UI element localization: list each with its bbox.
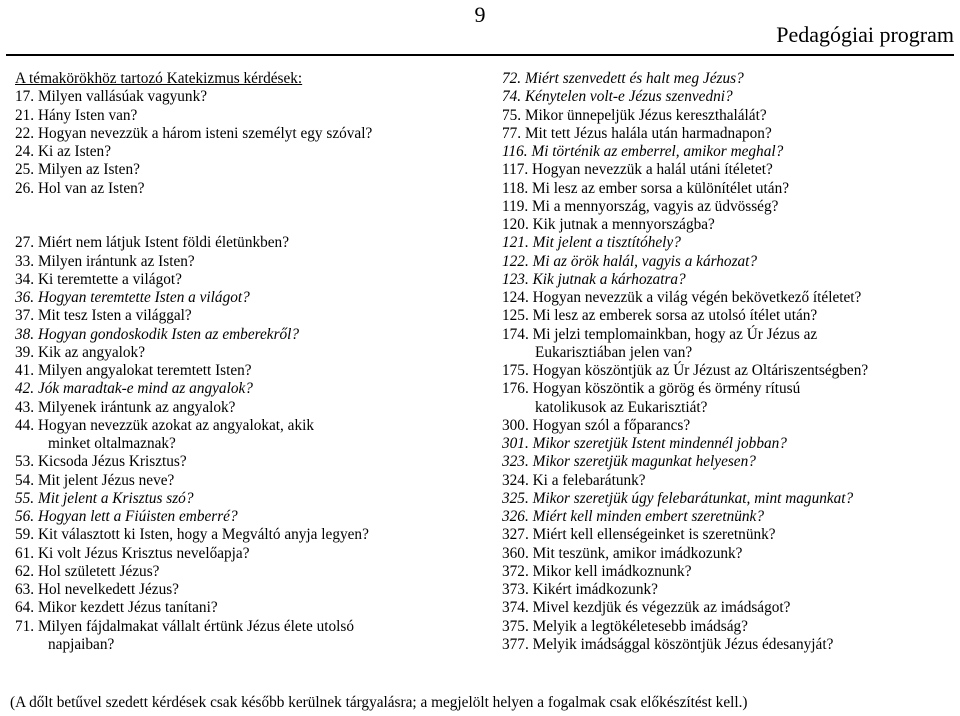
- section-heading: A témakörökhöz tartozó Katekizmus kérdések:: [15, 70, 303, 87]
- question-item: 26. Hol van az Isten?: [15, 179, 145, 197]
- question-item: 116. Mi történik az emberrel, amikor meghal?: [502, 143, 784, 160]
- question-item: 27. Miért nem látjuk Istent földi életünkben?: [15, 234, 289, 252]
- question-item: 125. Mi lesz az emberek sorsa az utolsó ítélet után?: [502, 307, 818, 325]
- question-item: 374. Mivel kezdjük és végezzük az imádságot?: [502, 599, 791, 617]
- question-item: 323. Mikor szeretjük magunkat helyesen?: [502, 453, 756, 471]
- question-item: 24. Ki az Isten?: [15, 143, 111, 160]
- question-item: 75. Mikor ünnepeljük Jézus kereszthalálát?: [502, 106, 767, 124]
- question-item: 372. Mikor kell imádkoznunk?: [502, 562, 692, 580]
- question-item: 377. Melyik imádsággal köszöntjük Jézus édesanyját?: [502, 635, 834, 653]
- header-title: Pedagógiai program: [776, 22, 954, 47]
- question-item: 17. Milyen vallásúak vagyunk?: [15, 88, 208, 106]
- question-item: 34. Ki teremtette a világot?: [15, 270, 182, 288]
- question-item: 121. Mit jelent a tisztítóhely?: [502, 234, 681, 252]
- question-item: 56. Hogyan lett a Fiúisten emberré?: [15, 508, 238, 525]
- question-item: 325. Mikor szeretjük úgy felebarátunkat, mint magunkat?: [502, 489, 854, 507]
- question-item: 119. Mi a mennyország, vagyis az üdvösség?: [502, 197, 779, 215]
- question-item: 21. Hány Isten van?: [15, 106, 138, 124]
- question-item: 124. Hogyan nevezzük a világ végén bekövetkező ítéletet?: [502, 289, 862, 306]
- question-item: 33. Milyen irántunk az Isten?: [15, 252, 195, 270]
- question-item: 77. Mit tett Jézus halála után harmadnapon?: [502, 124, 772, 142]
- question-item: 55. Mit jelent a Krisztus szó?: [15, 489, 194, 507]
- question-item: 301. Mikor szeretjük Istent mindennél jobban?: [502, 435, 787, 452]
- blank-line: [15, 198, 485, 216]
- question-item: 36. Hogyan teremtette Isten a világot?: [15, 289, 250, 306]
- question-item: 53. Kicsoda Jézus Krisztus?: [15, 453, 187, 471]
- question-item: 42. Jók maradtak-e mind az angyalok?: [15, 380, 253, 398]
- question-item: 118. Mi lesz az ember sorsa a különítélet után?: [502, 179, 790, 197]
- question-item: 176. Hogyan köszöntik a görög és örmény rítusú: [502, 380, 801, 398]
- question-item: 71. Milyen fájdalmakat vállalt értünk Jézus élete utolsó: [15, 617, 354, 635]
- left-question-list: [15, 88, 485, 654]
- question-item: 44. Hogyan nevezzük azokat az angyalokat, akik: [15, 416, 315, 434]
- right-question-list: [502, 70, 957, 654]
- question-item: 74. Kénytelen volt-e Jézus szenvedni?: [502, 88, 733, 106]
- blank-line: [15, 216, 485, 234]
- question-item: 61. Ki volt Jézus Krisztus nevelőapja?: [15, 544, 250, 562]
- question-item: 38. Hogyan gondoskodik Isten az emberekről?: [15, 325, 300, 343]
- right-question-column: [502, 70, 957, 654]
- question-item: 373. Kikért imádkozunk?: [502, 581, 658, 598]
- question-item: 59. Kit választott ki Isten, hogy a Megváltó anyja legyen?: [15, 526, 369, 544]
- question-item: 41. Milyen angyalokat teremtett Isten?: [15, 362, 252, 379]
- question-item: 174. Mi jelzi templomainkban, hogy az Úr Jézus az: [502, 325, 818, 343]
- question-continuation: minket oltalmaznak?: [48, 435, 176, 452]
- question-item: 43. Milyenek irántunk az angyalok?: [15, 398, 236, 416]
- question-item: 72. Miért szenvedett és halt meg Jézus?: [502, 70, 744, 87]
- footnote: (A dőlt betűvel szedett kérdések csak később kerülnek tárgyalásra; a megjelölt helyen a fogalmak csak előkészítést kell.): [10, 694, 748, 711]
- page-number: 9: [474, 2, 486, 27]
- question-item: 375. Melyik a legtökéletesebb imádság?: [502, 617, 748, 635]
- question-item: 62. Hol született Jézus?: [15, 562, 160, 580]
- question-item: 120. Kik jutnak a mennyországba?: [502, 216, 715, 233]
- question-item: 63. Hol nevelkedett Jézus?: [15, 581, 179, 598]
- question-item: 300. Hogyan szól a főparancs?: [502, 416, 691, 434]
- question-item: 117. Hogyan nevezzük a halál utáni ítéletet?: [502, 161, 773, 179]
- question-item: 25. Milyen az Isten?: [15, 161, 140, 179]
- question-item: 326. Miért kell minden embert szeretnünk?: [502, 508, 764, 525]
- question-item: 122. Mi az örök halál, vagyis a kárhozat?: [502, 252, 758, 270]
- question-item: 123. Kik jutnak a kárhozatra?: [502, 270, 686, 288]
- question-item: 360. Mit teszünk, amikor imádkozunk?: [502, 544, 743, 562]
- question-item: 327. Miért kell ellenségeinket is szeretnünk?: [502, 526, 776, 544]
- question-continuation: katolikusok az Eukarisztiát?: [535, 398, 708, 416]
- question-item: 64. Mikor kezdett Jézus tanítani?: [15, 599, 218, 617]
- left-question-column: [15, 70, 485, 654]
- question-continuation: Eukarisztiában jelen van?: [535, 343, 693, 361]
- question-continuation: napjaiban?: [48, 635, 115, 653]
- header-divider: [6, 54, 954, 56]
- question-item: 37. Mit tesz Isten a világgal?: [15, 307, 192, 325]
- question-item: 54. Mit jelent Jézus neve?: [15, 471, 175, 489]
- question-item: 22. Hogyan nevezzük a három isteni személyt egy szóval?: [15, 124, 373, 142]
- question-item: 175. Hogyan köszöntjük az Úr Jézust az Oltáriszentségben?: [502, 362, 869, 379]
- question-item: 324. Ki a felebarátunk?: [502, 471, 646, 489]
- question-item: 39. Kik az angyalok?: [15, 343, 145, 361]
